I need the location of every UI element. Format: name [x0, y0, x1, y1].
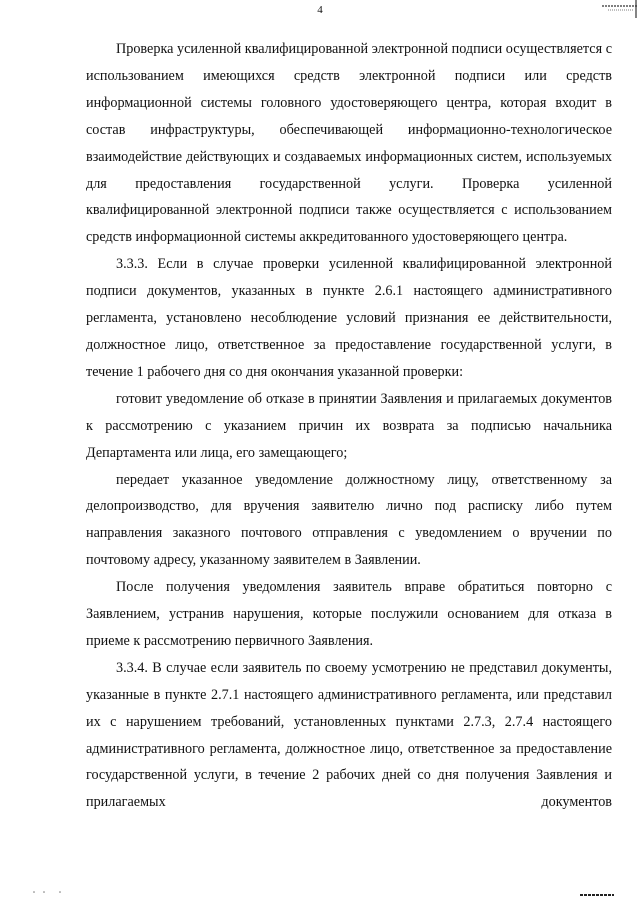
paragraph-3-3-3: 3.3.3. Если в случае проверки усиленной квалифицированной электронной подписи документов, указанных в пункте 2.6.1 настоящего административного регламента, установлено несоблюдение условий признания ее действительности, должностное лицо, ответственное за предоставление государственной услуги, в течение 1 рабочего дня со дня окончания указанной проверки:: [86, 256, 612, 380]
paragraph-transfer-notice: передает указанное уведомление должностному лицу, ответственному за делопроизводство, для вручения заявителю лично под расписку либо путем направления заказного почтового отправления с уведомлением о вручении по почтовому адресу, указанному заявителем в Заявлении.: [86, 471, 612, 569]
paragraph-resubmission: После получения уведомления заявитель вправе обратиться повторно с Заявлением, устранив нарушения, которые послужили основанием для отказа в приеме к рассмотрению первичного Заявления.: [86, 579, 612, 649]
paragraph-3-3-4: 3.3.4. В случае если заявитель по своему усмотрению не представил документы, указанные в пункте 2.7.1 настоящего административного регламента, или представил их с нарушением требований, установленных пунктами 2.7.3, 2.7.4 настоящего административного регламента, должностное лицо, ответственное за предоставление государственной услуги, в течение 2 рабочих дней со дня получения Заявления и прилагаемых документов: [86, 659, 612, 811]
scan-footer-mark-icon: [580, 891, 614, 899]
document-body: [86, 36, 612, 816]
scan-footer-dots-icon: [30, 889, 70, 895]
paragraph-prepare-notice: готовит уведомление об отказе в принятии Заявления и прилагаемых документов к рассмотрению с указанием причин их возврата за подписью начальника Департамента или лица, его замещающего;: [86, 390, 612, 461]
page-number: 4: [317, 4, 323, 16]
paragraph-signature-verification: Проверка усиленной квалифицированной электронной подписи осуществляется с использованием имеющихся средств электронной подписи или средств информационной системы головного удостоверяющего центра, которая входит в состав инфраструктуры, обеспечивающей информационно-технологическое взаимодействие действующих и создаваемых информационных систем, используемых для предоставления государственной услуги. Проверка усиленной квалифицированной электронной подписи также осуществляется с использованием средств информационной системы аккредитованного удостоверяющего центра.: [86, 41, 612, 246]
